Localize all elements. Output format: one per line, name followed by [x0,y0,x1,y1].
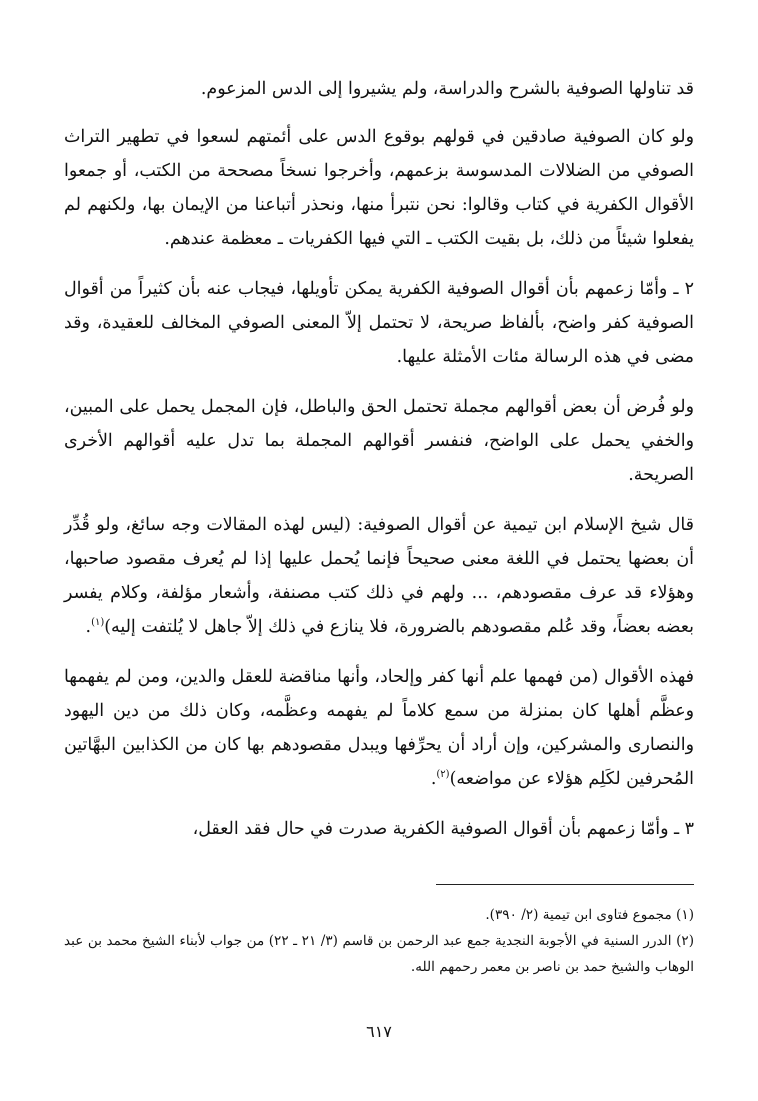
paragraph-5: قال شيخ الإسلام ابن تيمية عن أقوال الصوفية: (ليس لهذه المقالات وجه سائغ، ولو قُدِّر أن بعضها يحتمل في اللغة معنى صحيحاً فإنما يُحمل عليها إذا لم يُعرف مقصود صاحبها، وهؤلاء قد عرف مقصودهم، ... ولهم في ذلك كتب مصنفة، وأشعار مؤلفة، وكلام يفسر بعضه بعضاً، وقد عُلم مقصودهم بالضرورة، فلا ينازع في ذلك إلاّ جاهل لا يُلتفت إليه)$^{(١)}$. [64,515,694,637]
paragraph-6: فهذه الأقوال (من فهمها علم أنها كفر وإلحاد، وأنها مناقضة للعقل والدين، ومن لم يفهمها وعظَّم أهلها كان بمنزلة من سمع كلاماً لم يفهمه وعظَّمه، وكان ذلك من دين اليهود والنصارى والمشركين، وإن أراد أن يحرِّفها ويبدل مقصودهم بها كان من الكذابين البهَّاتين المُحرفين لكَلِم هؤلاء عن مواضعه)$^{(٢)}$. [64,667,694,789]
footnote-2: (٢) الدرر السنية في الأجوبة النجدية جمع عبد الرحمن بن قاسم (٣/ ٢١ ـ ٢٢) من جواب لأبناء الشيخ محمد بن عبد الوهاب والشيخ حمد بن ناصر بن معمر رحمهم الله. [64,933,694,975]
paragraph-3: ٢ ـ وأمّا زعمهم بأن أقوال الصوفية الكفرية يمكن تأويلها، فيجاب عنه بأن كثيراً من أقوال الصوفية كفر واضح، بألفاظ صريحة، لا تحتمل إلاّ المعنى الصوفي المخالف للعقيدة، وقد مضى في هذه الرسالة مئات الأمثلة عليها. [64,279,694,367]
footnote-1: (١) مجموع فتاوى ابن تيمية (٢/ ٣٩٠). [485,907,694,923]
page-number: ٦١٧ [366,1022,392,1041]
footnote-ref-1: (١) [91,617,105,629]
paragraph-4: ولو فُرض أن بعض أقوالهم مجملة تحتمل الحق والباطل، فإن المجمل يحمل على المبين، والخفي يحمل على الواضح، فنفسر أقوالهم المجملة بما تدل عليه أقوالهم الأخرى الصريحة. [64,397,694,485]
footnotes [64,902,694,980]
page-body [64,72,694,862]
footnote-separator [436,884,694,885]
paragraph-2: ولو كان الصوفية صادقين في قولهم بوقوع الدس على أئمتهم لسعوا في تطهير التراث الصوفي من الضلالات المدسوسة بزعمهم، وأخرجوا نسخاً مصححة من الكتب، أو جمعوا الأقوال الكفرية في كتاب وقالوا: نحن نتبرأ منها، ونحذر أتباعنا من الإيمان بها، ولكنهم لم يفعلوا شيئاً من ذلك، بل بقيت الكتب ـ التي فيها الكفريات ـ معظمة عندهم. [64,127,694,249]
paragraph-1: قد تناولها الصوفية بالشرح والدراسة، ولم يشيروا إلى الدس المزعوم. [200,79,694,99]
paragraph-5-text: قال شيخ الإسلام ابن تيمية عن أقوال الصوفية: (ليس لهذه المقالات وجه سائغ، ولو قُدِّر أن بعضها يحتمل في اللغة معنى صحيحاً فإنما يُحمل عليها إذا لم يُعرف مقصود صاحبها، وهؤلاء قد عرف مقصودهم، ... ولهم في ذلك كتب مصنفة، وأشعار مؤلفة، وكلام يفسر بعضه بعضاً، وقد عُلم مقصودهم بالضرورة، فلا ينازع في ذلك إلاّ جاهل لا يُلتفت إليه) [64,515,694,637]
footnote-ref-2: (٢) [436,769,450,781]
paragraph-7: ٣ ـ وأمّا زعمهم بأن أقوال الصوفية الكفرية صدرت في حال فقد العقل، [192,819,694,839]
paragraph-6-text: فهذه الأقوال (من فهمها علم أنها كفر وإلحاد، وأنها مناقضة للعقل والدين، ومن لم يفهمها وعظَّم أهلها كان بمنزلة من سمع كلاماً لم يفهمه وعظَّمه، وكان ذلك من دين اليهود والنصارى والمشركين، وإن أراد أن يحرِّفها ويبدل مقصودهم بها كان من الكذابين البهَّاتين المُحرفين لكَلِم هؤلاء عن مواضعه) [64,667,694,789]
